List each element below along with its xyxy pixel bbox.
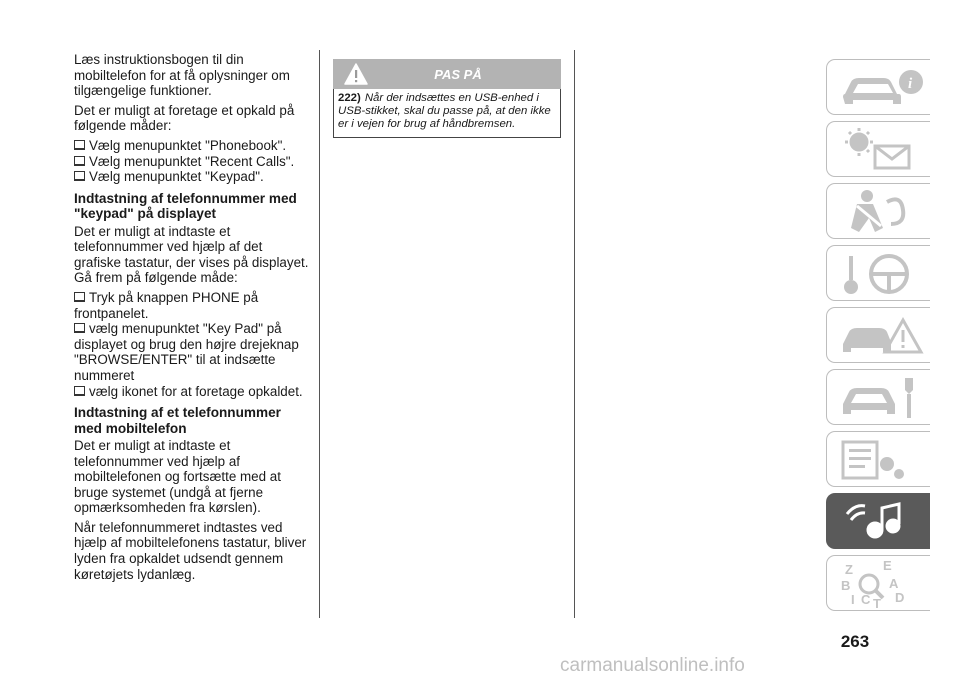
lights-message-icon xyxy=(837,126,927,174)
paragraph-intro: Læs instruktionsbogen til din mobiltelefon for at få oplysninger om tilgængelige funktioner. xyxy=(74,52,290,99)
tab-multimedia[interactable] xyxy=(826,493,930,549)
svg-text:E: E xyxy=(883,560,892,573)
warning-number: 222) xyxy=(338,92,361,104)
list-item: Vælg menupunktet "Keypad". xyxy=(74,169,312,185)
svg-text:C: C xyxy=(861,592,871,607)
specs-gears-icon xyxy=(837,436,927,484)
bullet-square-icon xyxy=(74,171,85,181)
svg-text:D: D xyxy=(895,590,905,605)
heading-keypad: Indtastning af telefonnummer med "keypad" på displayet xyxy=(74,190,297,222)
list-item: vælg menupunktet "Key Pad" på displayet og brug den højre drejeknap "BROWSE/ENTER" til at indsætte nummeret xyxy=(74,321,299,383)
bullet-square-icon xyxy=(74,323,85,333)
column-divider xyxy=(574,50,575,618)
svg-text:I: I xyxy=(851,592,855,607)
list-item: Vælg menupunktet "Phonebook". xyxy=(74,138,312,154)
car-warning-icon xyxy=(837,312,927,360)
paragraph-call-methods: Det er muligt at foretage et opkald på følgende måder: xyxy=(74,102,295,134)
paragraph-keypad: Det er muligt at indtaste et telefonnummer ved hjælp af det grafiske tastatur, der vises på displayet. Gå frem på følgende måde: xyxy=(74,223,309,286)
warning-text: 222) Når der indsættes en USB-enhed i USB-stikket, skal du passe på, at den ikke er i vejen for brug af håndbremsen. xyxy=(333,89,561,138)
seatbelt-airbag-icon xyxy=(837,188,927,236)
tab-safety[interactable] xyxy=(826,183,930,239)
tab-index[interactable] xyxy=(826,555,930,611)
warning-box xyxy=(333,59,561,138)
list-item: Vælg menupunktet "Recent Calls". xyxy=(74,154,312,170)
svg-text:Z: Z xyxy=(845,562,853,577)
svg-text:T: T xyxy=(873,596,881,608)
bullet-square-icon xyxy=(74,292,85,302)
bullet-square-icon xyxy=(74,156,85,166)
tab-car-info[interactable] xyxy=(826,59,930,115)
paragraph-mobile: Det er muligt at indtaste et telefonnummer ved hjælp af mobiltelefonen og fortsætte med at bruge systemet (undgå at fjerne opmærksomheden fra kørslen). xyxy=(74,437,281,516)
warning-title: PAS PÅ xyxy=(434,67,482,82)
heading-mobile: Indtastning af et telefonnummer med mobiltelefon xyxy=(74,405,281,436)
svg-text:A: A xyxy=(889,576,899,591)
paragraph-mobile-audio: Når telefonnummeret indtastes ved hjælp af mobiltelefonens tastatur, bliver lyden fra opkaldet udsendt gennem køretøjets lydanlæg. xyxy=(74,519,307,582)
bullet-square-icon xyxy=(74,140,85,150)
warning-header xyxy=(333,59,561,89)
tab-maintenance[interactable] xyxy=(826,369,930,425)
car-tools-icon xyxy=(837,374,927,422)
svg-text:i: i xyxy=(908,76,913,92)
main-text-column xyxy=(74,52,312,586)
list-item: Tryk på knappen PHONE på frontpanelet. xyxy=(74,289,259,321)
warning-column xyxy=(333,52,561,138)
key-steering-wheel-icon xyxy=(837,250,927,298)
list-item: vælg ikonet for at foretage opkaldet. xyxy=(74,384,312,400)
tab-emergency[interactable] xyxy=(826,307,930,363)
svg-text:B: B xyxy=(841,578,851,593)
tab-starting-driving[interactable] xyxy=(826,245,930,301)
multimedia-music-icon xyxy=(837,498,927,546)
column-divider xyxy=(319,50,320,618)
page-number: 263 xyxy=(840,632,870,651)
alphabetical-index-icon xyxy=(837,560,927,608)
tab-lights-messages[interactable] xyxy=(826,121,930,177)
watermark: carmanualsonline.info xyxy=(560,655,745,676)
bullet-square-icon xyxy=(74,386,85,396)
car-info-icon xyxy=(837,64,927,112)
tab-technical-specs[interactable] xyxy=(826,431,930,487)
